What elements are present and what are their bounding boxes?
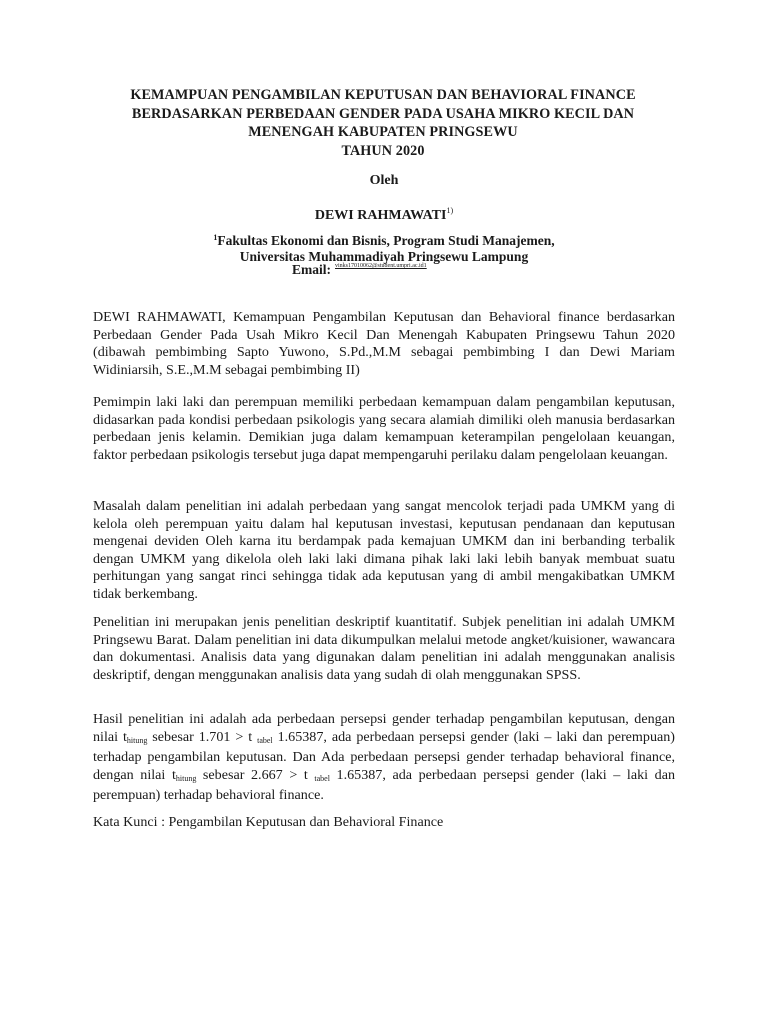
abstract-intro: DEWI RAHMAWATI, Kemampuan Pengambilan Keputusan dan Behavioral finance berdasarkan Perbedaan Gender Pada Usah Mikro Kecil Dan Menengah Kabupaten Pringsewu Tahun 2020 (dibawah pembimbing Sapto Yuwono, S.Pd.,M.M sebagai pembimbing I dan Dewi Mariam Widiniarsih, S.E.,M.M sebagai pembimbing II) [93, 309, 675, 378]
oleh-label: Oleh [369, 173, 399, 188]
result-text: 1.65387, ada perbedaan persepsi gender (laki – laki dan perempuan) terhadap pengambilan keputusan. Dan Ada perbedaan persepsi gender terhadap behavioral finance, dengan nilai t [93, 728, 675, 783]
author-name [0, 206, 768, 224]
abstract-paragraph-2: Masalah dalam penelitian ini adalah perbedaan yang sangat mencolok terjadi pada UMKM yang di kelola oleh perempuan yaitu dalam hal keputusan investasi, keputusan pendanaan dan keputusan mengenai deviden Oleh karna itu berdampak pada kemajuan UMKM dan ini berbanding terbalik dengan UMKM yang dikelola oleh laki laki dimana pihak laki laki lebih banyak membuat suatu perhitungan yang sangat rinci sehingga tidak ada keputusan yang di ambil mengakibatkan UMKM tidak berkembang. [93, 498, 675, 603]
t-subscript: hitung [175, 773, 197, 783]
author-name-text: DEWI RAHMAWATI [314, 208, 447, 223]
t-subscript: hitung [126, 735, 148, 745]
affiliation-line: Universitas Muhammadiyah Pringsewu Lampung [239, 249, 529, 264]
abstract-paragraph-1: Pemimpin laki laki dan perempuan memiliki perbedaan kemampuan dalam pengambilan keputusan, didasarkan pada kondisi perbedaan psikologis yang secara alamiah dimiliki oleh manusia berdasarkan perbedaan jenis kelamin. Demikian juga dalam kemampuan keterampilan pengelolaan keuangan, faktor perbedaan psikologis tersebut juga dapat mempengaruhi perilaku dalam pengelolaan keuangan. [93, 394, 675, 463]
author-superscript: 1) [446, 206, 454, 215]
title-line: BERDASARKAN PERBEDAAN GENDER PADA USAHA MIKRO KECIL DAN [131, 105, 635, 122]
t-subscript: tabel [257, 735, 273, 745]
title-line: KEMAMPUAN PENGAMBILAN KEPUTUSAN DAN BEHAVIORAL FINANCE [130, 87, 636, 103]
title-line: MENENGAH KABUPATEN PRINGSEWU [248, 124, 518, 140]
email-row [292, 262, 427, 278]
result-text: Hasil penelitian ini adalah ada perbedaan persepsi gender terhadap pengambilan keputusan, dengan nilai t [93, 711, 675, 745]
affiliation [0, 230, 768, 265]
result-text: sebesar 1.701 > t [147, 728, 258, 745]
email-label: Email: [292, 262, 331, 277]
email-address: vinks17010062@student.umpri.ac.id1 [335, 263, 427, 269]
abstract-paragraph-4 [93, 711, 675, 805]
t-subscript: tabel [314, 773, 330, 783]
result-text: sebesar 2.667 > t [196, 766, 315, 783]
abstract-paragraph-3: Penelitian ini merupakan jenis penelitian deskriptif kuantitatif. Subjek penelitian ini adalah UMKM Pringsewu Barat. Dalam penelitian ini data dikumpulkan melalui metode angket/kuisioner, wawancara dan dokumentasi. Analisis data yang digunakan dalam penelitian ini adalah menggunakan analisis deskriptif, dengan menggunakan analisis data yang sudah di olah menggunakan SPSS. [93, 614, 675, 683]
document-title [92, 86, 674, 160]
affiliation-line: Fakultas Ekonomi dan Bisnis, Program Studi Manajemen, [217, 233, 555, 248]
affiliation-superscript: 1 [213, 233, 218, 242]
keywords: Kata Kunci : Pengambilan Keputusan dan Behavioral Finance [93, 814, 444, 831]
result-text: 1.65387, ada perbedaan persepsi gender (laki – laki dan perempuan) terhadap behavioral finance. [93, 766, 676, 804]
title-line: TAHUN 2020 [341, 142, 425, 159]
